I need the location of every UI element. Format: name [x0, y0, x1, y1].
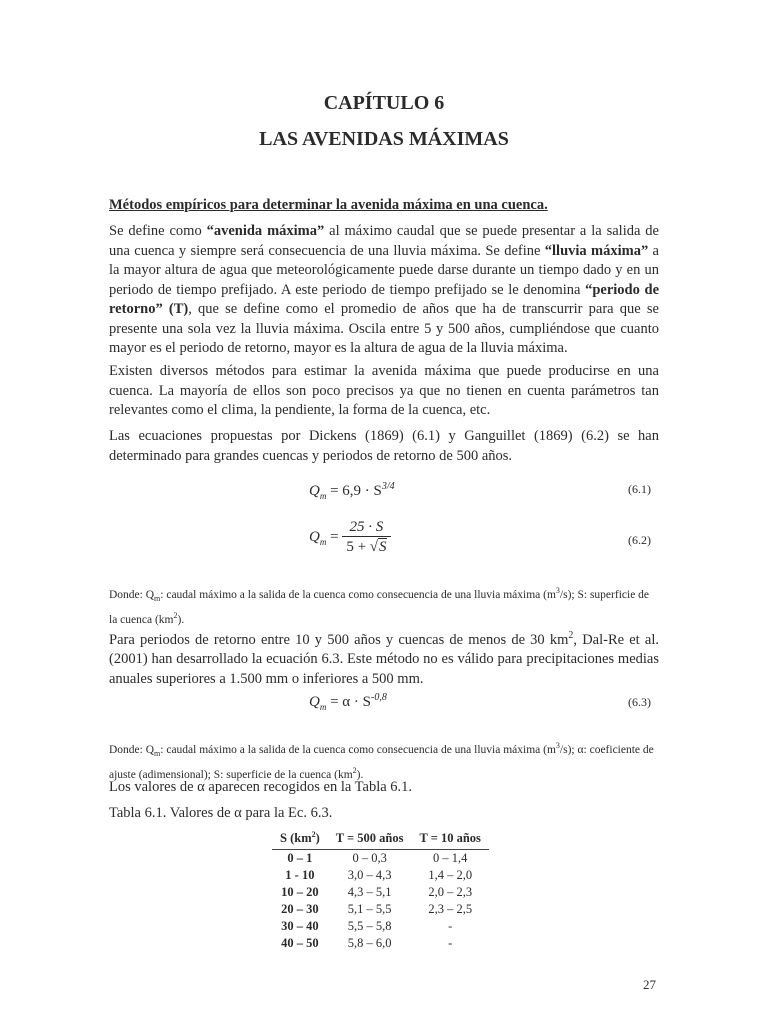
t500-cell: 0 – 0,3 — [352, 851, 387, 866]
t500-cell: 5,8 – 6,0 — [347, 936, 392, 951]
paragraph-dal-re: Para periodos de retorno entre 10 y 500 años y cuencas de menos de 30 $km^2$, Dal-Re et al. (2001) han desarrollado la ecuación 6.3. Este método no es válido para precipitaciones medias anuales superiores a 1.500 mm o inferiores a 500 mm. — [109, 630, 659, 687]
paragraph-definitions: Se define como “avenida máxima” al máximo caudal que se puede presentar a la salida de una cuenca y siempre será consecuencia de una lluvia máxima. Se define “lluvia máxima” a la mayor altura de agua que meteorológicamente puede darse durante un tiempo dado y en un periodo de tiempo prefijado. A este periodo de tiempo prefijado se le denomina “periodo de retorno” (T), que se define como el promedio de años que ha de transcurrir para que se presente una sola vez la lluvia máxima. Oscila entre 5 y 500 años, cumpliéndose que cuanto mayor es el periodo de retorno, mayor es la altura de agua de la lluvia máxima. — [109, 223, 659, 356]
equation-6-3: $Q_m = \alpha \cdot S^{-0,8}$ — [309, 692, 387, 712]
t10-cell: - — [448, 919, 453, 934]
equation-note-2: Donde: $Q_m$: caudal máximo a la salida de la cuenca como consecuencia de una lluvia máxima $(m^3/s)$; α: coeficiente de ajuste (adimensional); S: superficie de la cuenca $(km^2)$. — [109, 741, 654, 781]
t500-cell: 5,5 – 5,8 — [347, 919, 392, 934]
column-header-t500: T = 500 años — [328, 829, 412, 850]
table-row — [272, 850, 489, 868]
table-row — [272, 918, 489, 935]
area-range-cell: 20 – 30 — [281, 902, 319, 917]
t500-cell: 4,3 – 5,1 — [347, 885, 392, 900]
t10-cell: 2,3 – 2,5 — [428, 902, 473, 917]
area-range-cell: 1 - 10 — [285, 868, 315, 883]
column-header-area: S $(km^2)$ — [272, 829, 328, 850]
alpha-values-table — [272, 829, 489, 952]
fraction: $\frac{25 \cdot S}{5 + √S}$ — [342, 518, 390, 557]
area-range-cell: 0 – 1 — [287, 851, 313, 866]
equation-number-6-1: (6.1) — [628, 482, 651, 496]
table-header-row — [272, 829, 489, 850]
chapter-number: CAPÍTULO 6 — [323, 92, 445, 114]
document-page — [109, 0, 659, 1024]
term-avenida-maxima: “avenida máxima” — [206, 223, 325, 239]
table-caption: Tabla 6.1. Valores de α para la Ec. 6.3. — [109, 805, 333, 821]
term-lluvia-maxima: “lluvia máxima” — [544, 242, 649, 259]
equation-number-6-3: (6.3) — [628, 695, 651, 709]
table-row — [272, 901, 489, 918]
t10-cell: 0 – 1,4 — [433, 851, 468, 866]
table-row — [272, 867, 489, 884]
area-range-cell: 30 – 40 — [281, 919, 319, 934]
t10-cell: 2,0 – 2,3 — [428, 885, 473, 900]
equation-6-1: $Q_m = 6,9 \cdot S^{3/4}$ — [309, 481, 395, 501]
equation-note-1: Donde: $Q_m$: caudal máximo a la salida de la cuenca como consecuencia de una lluvia máxima $(m^3/s)$; S: superficie de la cuenca $(km^2)$. — [109, 586, 650, 626]
page-number: 27 — [643, 977, 656, 992]
paragraph-methods: Existen diversos métodos para estimar la avenida máxima que puede producirse en una cuenca. La mayoría de ellos son poco precisos ya que no tienen en cuenta parámetros tan relevantes como el clima, la pendiente, la forma de la cuenca, etc. — [109, 363, 659, 418]
equation-6-2: $Q_m$ = $\frac{25 \cdot S}{5 + √S}$ — [309, 518, 391, 557]
area-range-cell: 40 – 50 — [281, 936, 319, 951]
paragraph-dickens-ganguillet: Las ecuaciones propuestas por Dickens (1869) (6.1) y Ganguillet (1869) (6.2) se han determinado para grandes cuencas y periodos de retorno de 500 años. — [109, 428, 659, 464]
chapter-title: LAS AVENIDAS MÁXIMAS — [259, 128, 509, 150]
table-row — [272, 884, 489, 901]
column-header-t10: T = 10 años — [411, 829, 488, 850]
t10-cell: 1,4 – 2,0 — [428, 868, 473, 883]
t10-cell: - — [448, 936, 453, 951]
t500-cell: 3,0 – 4,3 — [347, 868, 392, 883]
section-heading: Métodos empíricos para determinar la avenida máxima en una cuenca. — [109, 197, 548, 213]
table-row — [272, 935, 489, 952]
paragraph-alpha-values: Los valores de α aparecen recogidos en la Tabla 6.1. — [109, 779, 413, 795]
area-range-cell: 10 – 20 — [281, 885, 319, 900]
term-periodo-retorno: “periodo de retorno” (T) — [109, 281, 659, 317]
equation-number-6-2: (6.2) — [628, 533, 651, 547]
t500-cell: 5,1 – 5,5 — [347, 902, 392, 917]
